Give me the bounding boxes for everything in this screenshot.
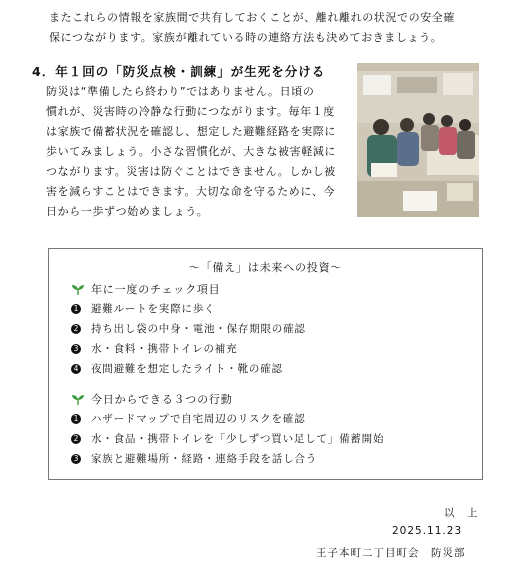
tips-box <box>48 248 483 480</box>
item-number: 2 <box>71 434 81 444</box>
box-section-heading-label: 今日からできる３つの行動 <box>91 393 233 406</box>
box-section-heading <box>71 391 233 407</box>
item-number: 3 <box>71 344 81 354</box>
date: 2025.11.23 <box>392 525 463 537</box>
item-number: 4 <box>71 364 81 374</box>
section-body <box>46 82 336 222</box>
item-number: 2 <box>71 324 81 334</box>
item-text: 水・食品・携帯トイレを「少しずつ買い足して」備蓄開始 <box>91 433 385 445</box>
item-text: 避難ルートを実際に歩く <box>91 303 216 315</box>
training-photo-illustration <box>357 63 479 217</box>
sprout-icon <box>71 392 85 406</box>
list-item <box>71 321 306 336</box>
item-number: 1 <box>71 414 81 424</box>
text-line: 慣れが、災害時の冷静な行動につながります。毎年１度 <box>46 105 335 118</box>
list-item <box>71 341 237 356</box>
organization-name: 王子本町二丁目町会 防災部 <box>316 547 466 559</box>
end-mark: 以 上 <box>444 507 479 519</box>
list-item <box>71 301 215 316</box>
list-item <box>71 431 384 446</box>
box-title: ～「備え」は未来への投資～ <box>188 261 343 274</box>
text-line: またこれらの情報を家族間で共有しておくことが、離れ離れの状況での安全確 <box>49 11 455 24</box>
text-line: 害を減らすことはできます。大切な命を守るために、今 <box>46 185 336 198</box>
text-line: つながります。災害は防ぐことはできません。しかし被 <box>46 165 336 178</box>
item-text: 水・食料・携帯トイレの補充 <box>91 343 238 355</box>
text-line: は家族で備蓄状況を確認し、想定した避難経路を実際に <box>46 125 336 138</box>
item-text: 夜間避難を想定したライト・靴の確認 <box>91 363 283 375</box>
section-heading: 4．年１回の「防災点検・訓練」が生死を分ける <box>32 64 326 79</box>
text-line: 歩いてみましょう。小さな習慣化が、大きな被害軽減に <box>46 145 336 158</box>
list-item <box>71 451 317 466</box>
list-item <box>71 411 305 426</box>
item-text: 持ち出し袋の中身・電池・保存期限の確認 <box>91 323 306 335</box>
text-line: 保につながります。家族が離れている時の連絡方法も決めておきましょう。 <box>49 31 443 44</box>
box-section-heading <box>71 281 220 297</box>
text-line: 防災は“準備したら終わり”ではありません。日頃の <box>46 85 315 98</box>
intro-paragraph <box>49 8 455 48</box>
box-section-heading-label: 年に一度のチェック項目 <box>91 283 221 296</box>
item-number: 1 <box>71 304 81 314</box>
training-photo <box>357 63 479 217</box>
text-line: 日から一歩ずつ始めましょう。 <box>46 205 209 218</box>
list-item <box>71 361 283 376</box>
item-text: 家族と避難場所・経路・連絡手段を話し合う <box>91 453 317 465</box>
item-text: ハザードマップで自宅周辺のリスクを確認 <box>91 413 306 425</box>
sprout-icon <box>71 282 85 296</box>
item-number: 3 <box>71 454 81 464</box>
